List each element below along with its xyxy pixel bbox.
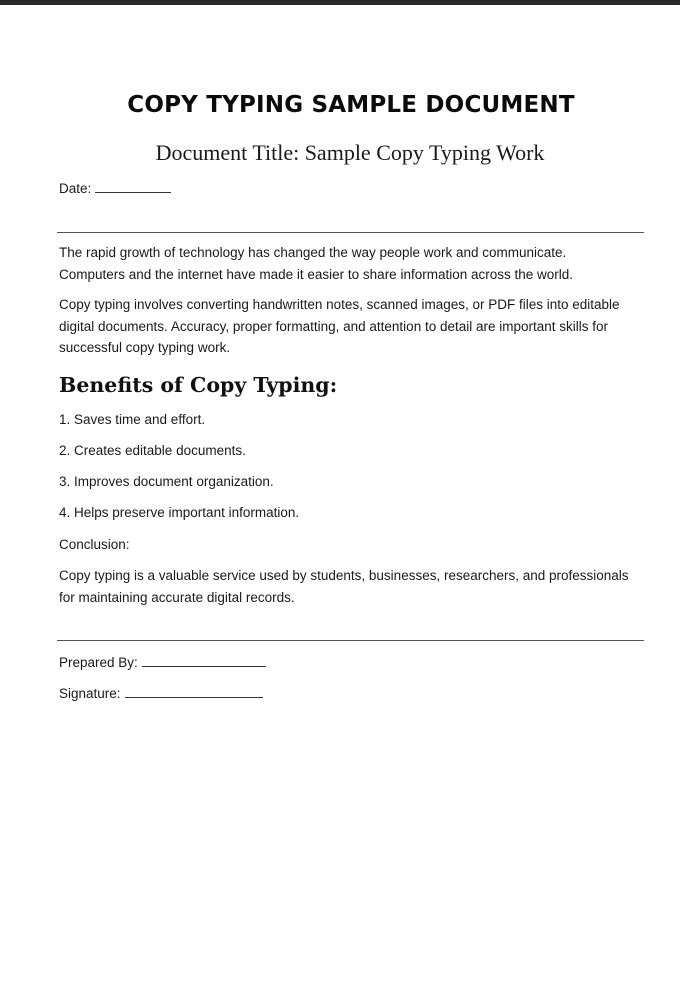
intro-paragraph: The rapid growth of technology has changed the way people work and communicate. Computers and the internet have made it easier to share information across the world. [59,245,574,282]
prepared-by-label: Prepared By: [59,655,138,670]
benefit-item-2: 2. Creates editable documents. [59,443,246,458]
conclusion-paragraph: Copy typing is a valuable service used by students, businesses, researchers, and professionals for maintaining accurate digital records. [59,568,629,605]
signature-field [59,685,263,701]
main-title: COPY TYPING SAMPLE DOCUMENT [127,92,575,118]
prepared-by-blank-line [142,654,266,667]
benefits-heading: Benefits of Copy Typing: [59,373,338,397]
date-field [59,180,171,196]
date-label: Date: [59,181,92,196]
benefit-item-4: 4. Helps preserve important information. [59,505,300,520]
signature-label: Signature: [59,686,121,701]
description-paragraph: Copy typing involves converting handwritten notes, scanned images, or PDF files into editable digital documents. Accuracy, proper formatting, and attention to detail are important skills for successful copy typing work. [59,297,620,355]
date-blank-line [95,180,171,193]
signature-blank-line [125,685,263,698]
prepared-by-field [59,654,266,670]
document-title: Document Title: Sample Copy Typing Work [155,140,545,165]
benefit-item-3: 3. Improves document organization. [59,474,274,489]
conclusion-label: Conclusion: [59,537,130,552]
document-page [0,5,680,993]
benefit-item-1: 1. Saves time and effort. [59,412,206,427]
top-divider [57,232,644,233]
bottom-divider [57,640,644,641]
